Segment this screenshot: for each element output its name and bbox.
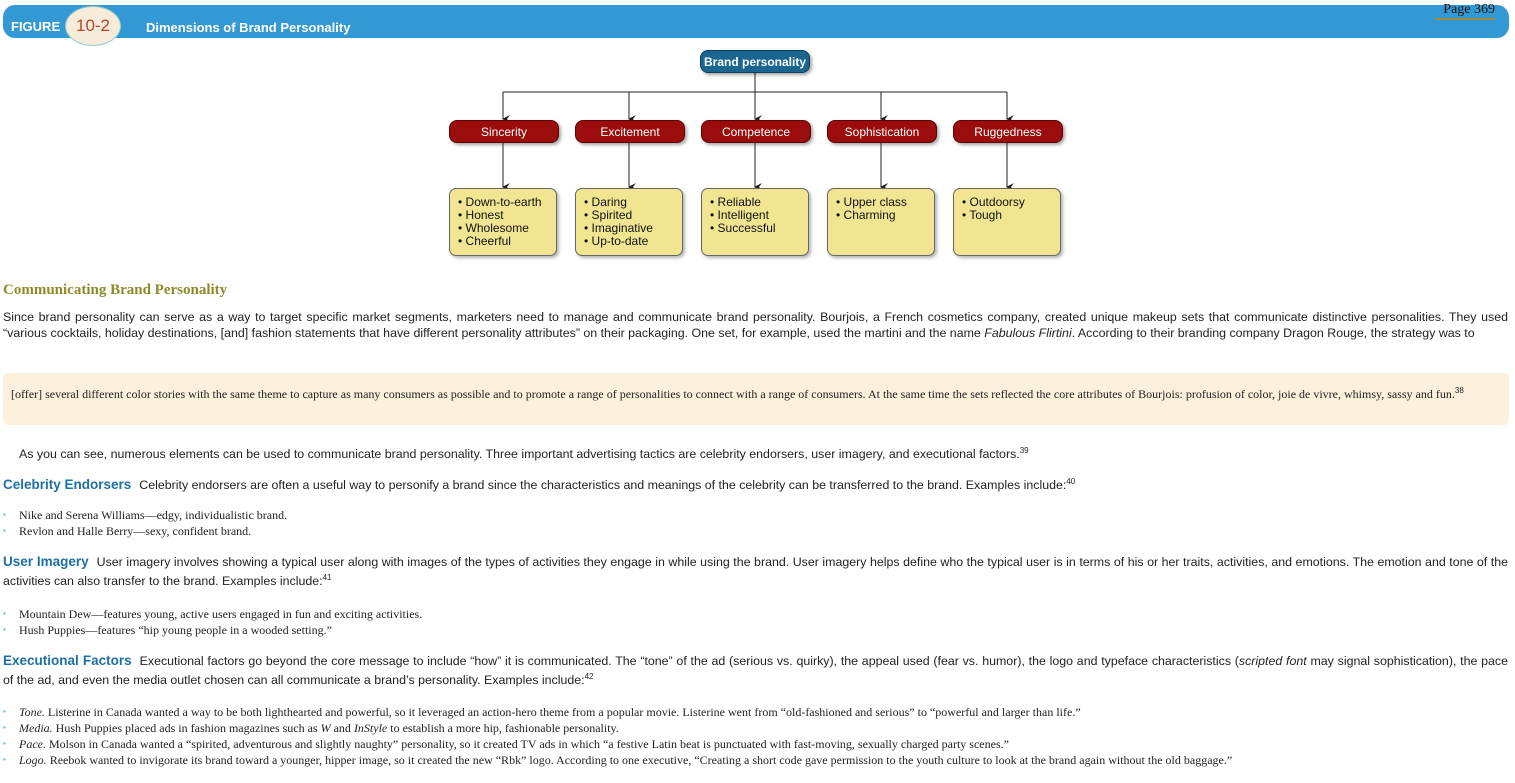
footnote-ref[interactable]: 41	[322, 573, 332, 582]
quote-text: [offer] several different color stories with the same theme to capture as many consumers as possible and to promote a range of personalities to connect with a range of consumers. At the same time the sets reflected the core attributes of Bourjois: profusion of color, joie de vivre, whimsy, sassy and fun.	[11, 387, 1455, 401]
subheading: User Imagery	[3, 554, 89, 569]
text: Executional factors go beyond the core message to include “how” it is communicated. The “tone” of the ad (serious vs. quirky), the appeal used (fear vs. humor), the logo and typeface characteristics (	[139, 654, 1239, 668]
trait: • Up-to-date	[584, 235, 682, 248]
text: Since brand personality can serve as a way to target specific market segments, marketers need to manage and communicate brand personality. Bourjois, a French cosmetics company, created unique makeup sets that communicate distinctive personalities. They used “various cocktails, holiday destinations, [and] fashion statements that have different personality attributes” on their packaging. One set, for example, used the martini and the name	[3, 310, 1508, 340]
text: and	[330, 721, 354, 735]
text: Molson in Canada wanted a “spirited, adventurous and slightly naughty” personality, so it created TV ads in which “a festive Latin beat is punctuated with fast-moving, sexually charged party scenes.”	[45, 737, 1009, 751]
list-item	[3, 752, 1232, 768]
paragraph-tactics	[3, 443, 1509, 462]
traits-sincerity	[449, 188, 557, 256]
emphasis: scripted font	[1238, 654, 1307, 668]
trait: • Honest	[458, 209, 556, 222]
trait: • Charming	[836, 209, 934, 222]
trait: • Wholesome	[458, 222, 556, 235]
list-item	[3, 720, 1232, 736]
list-item: ▪ Revlon and Halle Berry—sexy, confident brand.	[3, 523, 287, 539]
brand-personality-diagram	[447, 45, 1067, 261]
text: Reebok wanted to invigorate its brand toward a younger, hipper image, so it created the new “Rbk” logo. According to one executive, “Creating a short code gave permission to the youth culture to look at the brand again without the old baggage.”	[46, 753, 1233, 767]
text: may signal sophistication), the pace of the ad, and even the media outlet chosen can all communicate a brand’s personality. Examples include:	[3, 654, 1508, 688]
footnote-ref[interactable]: 42	[584, 672, 594, 681]
trait: • Successful	[710, 222, 808, 235]
paragraph-executional	[3, 653, 1508, 688]
text: Listerine in Canada wanted a way to be both lighthearted and powerful, so it leveraged an action-hero theme from a popular movie. Listerine went from “old-fashioned and serious” to “powerful and larger than life.”	[44, 705, 1081, 719]
trait: • Daring	[584, 196, 682, 209]
paragraph-celebrity	[3, 474, 1508, 493]
traits-sophistication	[827, 188, 935, 256]
subheading: Executional Factors	[3, 653, 132, 668]
celebrity-list	[3, 507, 287, 539]
footnote-ref[interactable]: 40	[1066, 477, 1076, 486]
imagery-list	[3, 606, 422, 638]
page-number: Page 369	[1435, 2, 1495, 20]
traits-competence	[701, 188, 809, 256]
figure-label: FIGURE	[11, 19, 61, 34]
trait: • Imaginative	[584, 222, 682, 235]
text: As you can see, numerous elements can be used to communicate brand personality. Three important advertising tactics are celebrity endorsers, user imagery, and executional factors.	[19, 447, 1020, 462]
dimension-ruggedness: Ruggedness	[953, 120, 1063, 143]
term: Logo.	[19, 753, 47, 767]
traits-excitement	[575, 188, 683, 256]
trait: • Outdoorsy	[962, 196, 1060, 209]
root-node: Brand personality	[700, 50, 810, 73]
list-item	[3, 704, 1232, 720]
list-item: ▪ Hush Puppies—features “hip young people in a wooded setting.”	[3, 622, 422, 638]
list-item: ▪ Nike and Serena Williams—edgy, individualistic brand.	[3, 507, 287, 523]
magazine-title: W	[320, 721, 331, 735]
magazine-title: InStyle	[353, 721, 388, 735]
list-item: ▪ Mountain Dew—features young, active users engaged in fun and exciting activities.	[3, 606, 422, 622]
trait: • Spirited	[584, 209, 682, 222]
block-quote	[3, 373, 1509, 425]
figure-number: 10-2	[65, 6, 121, 46]
figure-header	[3, 2, 1509, 38]
trait: • Reliable	[710, 196, 808, 209]
trait: • Upper class	[836, 196, 934, 209]
footnote-ref[interactable]: 38	[1454, 386, 1464, 395]
term: Pace.	[19, 737, 46, 751]
dimension-excitement: Excitement	[575, 120, 685, 143]
trait: • Tough	[962, 209, 1060, 222]
footnote-ref[interactable]: 39	[1019, 446, 1029, 455]
text: to establish a more hip, fashionable personality.	[387, 721, 619, 735]
term: Tone.	[19, 705, 45, 719]
trait: • Intelligent	[710, 209, 808, 222]
list-item	[3, 736, 1232, 752]
dimension-competence: Competence	[701, 120, 811, 143]
paragraph-imagery	[3, 554, 1508, 589]
executional-list	[3, 704, 1232, 768]
trait: • Cheerful	[458, 235, 556, 248]
text: User imagery involves showing a typical user along with images of the types of activities they engage in while using the brand. User imagery helps define who the typical user is in terms of his or her traits, activities, and emotions. The emotion and tone of the activities can also transfer to the brand. Examples include:	[3, 555, 1508, 589]
section-heading: Communicating Brand Personality	[3, 282, 228, 298]
emphasis: Fabulous Flirtini	[984, 326, 1072, 340]
term: Media.	[19, 721, 53, 735]
text: Hush Puppies placed ads in fashion magazines such as	[52, 721, 321, 735]
subheading: Celebrity Endorsers	[3, 477, 132, 493]
dimension-sincerity: Sincerity	[449, 120, 559, 143]
paragraph-intro	[3, 309, 1508, 341]
text: . According to their branding company Dragon Rouge, the strategy was to	[1071, 326, 1475, 340]
trait: • Down-to-earth	[458, 196, 556, 209]
dimension-sophistication: Sophistication	[827, 120, 937, 143]
traits-ruggedness	[953, 188, 1061, 256]
text: Celebrity endorsers are often a useful way to personify a brand since the characteristics and meanings of the celebrity can be transferred to the brand. Examples include:	[139, 478, 1067, 493]
figure-title: Dimensions of Brand Personality	[146, 20, 351, 35]
